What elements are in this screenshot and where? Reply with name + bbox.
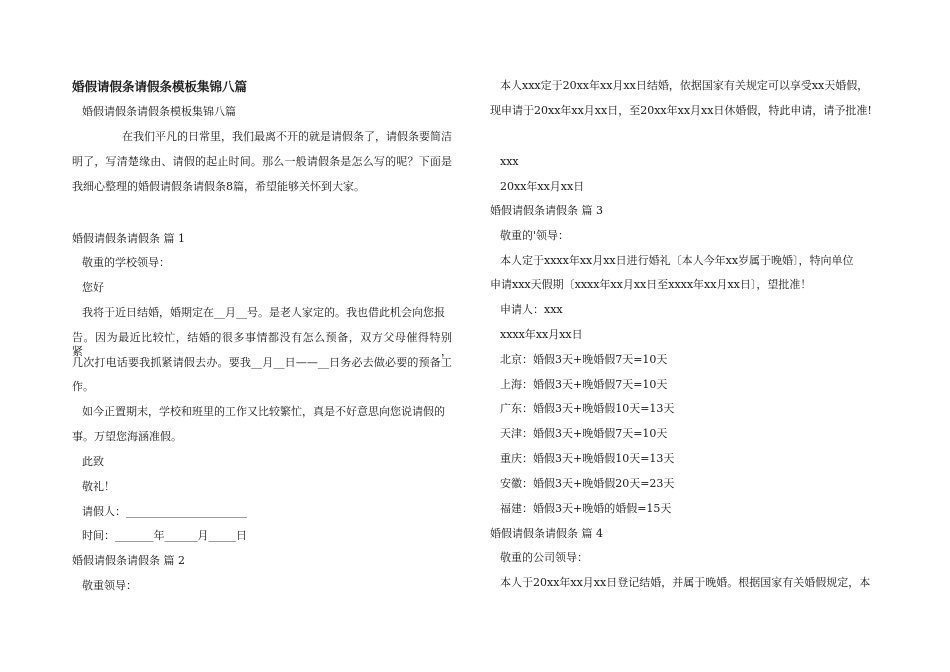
region-item: 上海：婚假3天+晚婚假7天=10天 (500, 378, 668, 391)
intro-line: 明了，写清楚缘由、请假的起止时间。那么一般请假条是怎么写的呢？下面是 (72, 155, 452, 168)
article3-date: xxxx年xx月xx日 (500, 328, 583, 341)
article2-greeting: 敬重领导： (82, 579, 137, 592)
article1-body-line: 如今正置期末，学校和班里的工作又比较繁忙，真是不好意思向您说请假的 (82, 405, 445, 418)
article4-body-line: 本人于20xx年xx月xx日登记结婚，并属于晚婚。根据国家有关婚假规定，本 (500, 576, 871, 589)
intro-line: 在我们平凡的日常里，我们最离不开的就是请假条了，请假条要简洁 (122, 130, 452, 143)
intro-line: 我细心整理的婚假请假条请假条8篇，希望能够关怀到大家。 (72, 180, 365, 193)
article1-body-line: 告。因为最近比较忙，结婚的很多事情都没有怎么预备，双方父母催得特别紧， (72, 331, 452, 358)
article1-body-line: 几次打电话要我抓紧请假去办。要我__月__日——__日务必去做必要的预备工 (72, 356, 452, 369)
article2-body-line: 现申请于20xx年xx月xx日，至20xx年xx月xx日休婚假，特此申请，请予批准! (490, 104, 872, 117)
region-item: 天津：婚假3天+晚婚假7天=10天 (500, 427, 668, 440)
article1-body-line: 我将于近日结婚，婚期定在__月__号。是老人家定的。我也借此机会向您报 (82, 306, 445, 319)
article2-date: 20xx年xx月xx日 (500, 180, 585, 193)
article2-body-line: 本人xxx定于20xx年xx月xx日结婚，依据国家有关规定可以享受xx天婚假， (500, 79, 869, 92)
article3-greeting: 敬重的'领导： (500, 229, 570, 242)
region-item: 安徽：婚假3天+晚婚假20天=23天 (500, 477, 675, 490)
article1-greeting: 敬重的学校领导： (82, 256, 170, 269)
article1-heading: 婚假请假条请假条 篇 1 (72, 232, 185, 245)
region-item: 重庆：婚假3天+晚婚假10天=13天 (500, 452, 675, 465)
document-subtitle: 婚假请假条请假条模板集锦八篇 (82, 105, 236, 118)
article3-heading: 婚假请假条请假条 篇 3 (490, 204, 603, 217)
article4-greeting: 敬重的公司领导： (500, 551, 588, 564)
article4-heading: 婚假请假条请假条 篇 4 (490, 527, 603, 540)
article1-applicant: 请假人：______________________ (82, 505, 247, 518)
article2-name: xxx (500, 155, 519, 168)
article2-heading: 婚假请假条请假条 篇 2 (72, 554, 185, 567)
article1-body-line: 作。 (72, 380, 94, 393)
article1-closing: 此致 (82, 455, 104, 468)
region-item: 福建：婚假3天+晚婚的婚假=15天 (500, 502, 672, 515)
article3-body-line: 本人定于xxxx年xx月xx日进行婚礼〔本人今年xx岁属于晚婚〕，特向单位 (500, 254, 854, 267)
region-item: 北京：婚假3天+晚婚假7天=10天 (500, 353, 668, 366)
article3-body-line: 申请xxx天假期〔xxxx年xx月xx日至xxxx年xx月xx日〕，望批准！ (490, 278, 812, 291)
article1-salute: 敬礼！ (82, 480, 115, 493)
article1-hello: 您好 (82, 281, 104, 294)
article1-body-line: 事。万望您海涵准假。 (72, 430, 182, 443)
document-title: 婚假请假条请假条模板集锦八篇 (72, 79, 248, 94)
article1-time: 时间：_______年______月_____日 (82, 529, 247, 542)
region-item: 广东：婚假3天+晚婚假10天=13天 (500, 402, 675, 415)
article3-applicant: 申请人：xxx (500, 303, 563, 316)
